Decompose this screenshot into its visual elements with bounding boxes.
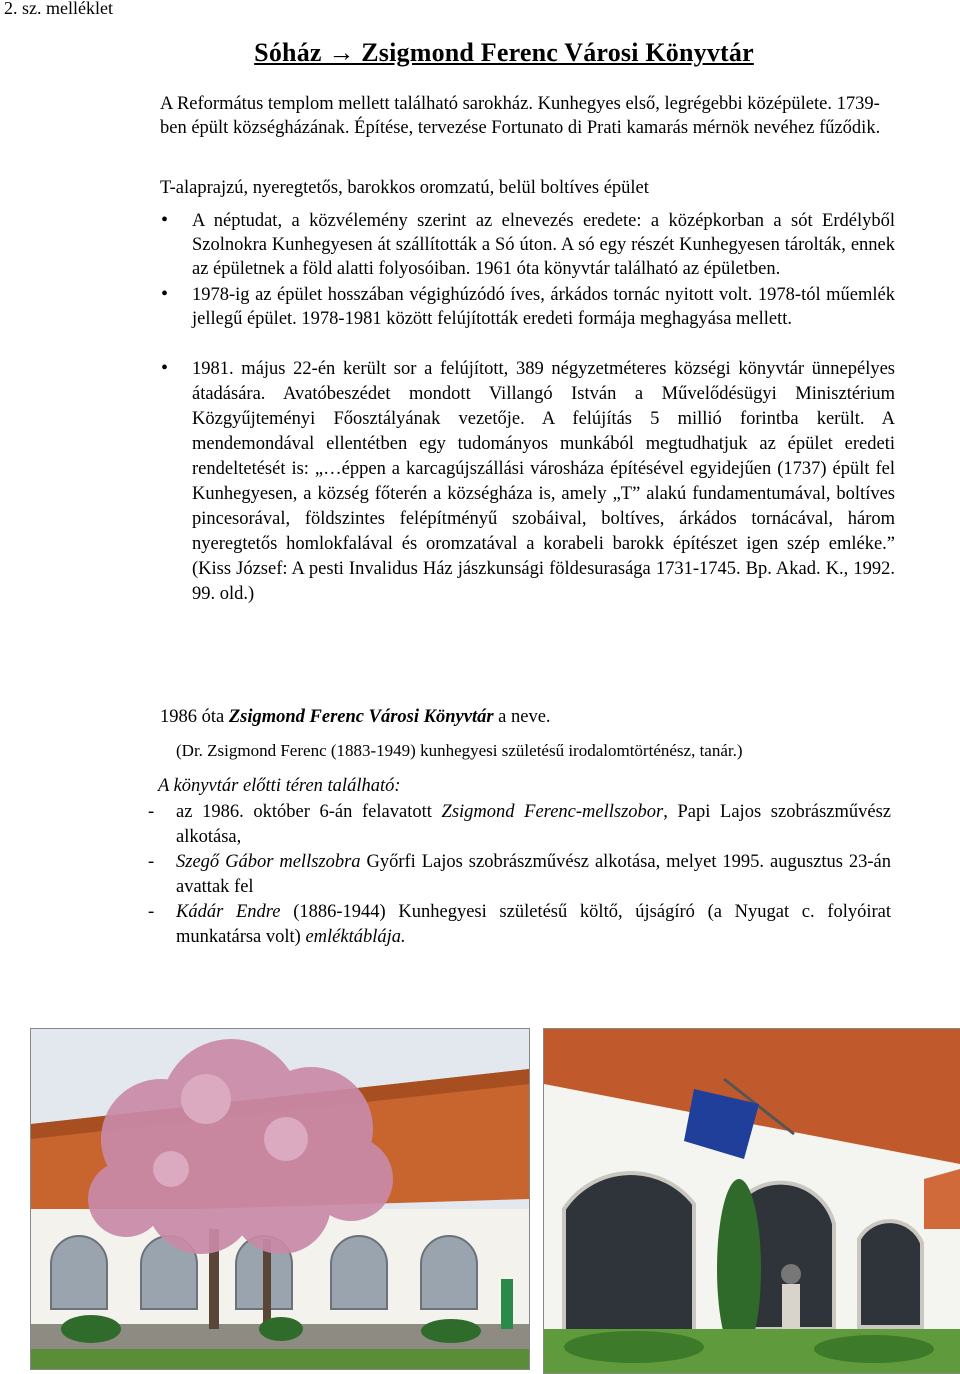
item-italic: Kádár Endre <box>176 902 281 922</box>
monument-item-szego <box>148 850 891 900</box>
dash-marker: - <box>148 902 155 922</box>
dash-marker: - <box>148 852 155 872</box>
monument-item-bust <box>148 800 891 850</box>
library-photo-blossom <box>30 1028 530 1370</box>
item-text: , Papi Lajos szobrászművész alkotása, <box>176 802 891 847</box>
since-prefix: 1986 óta <box>160 707 229 727</box>
bullet-item-opening <box>160 357 895 607</box>
bullet-item-origin <box>160 209 895 281</box>
item-text: (1886-1944) Kunhegyesi születésű költő, újságíró (a Nyugat c. folyóirat munkatársa volt) <box>176 902 891 947</box>
monument-list <box>148 800 891 950</box>
floor-plan-line: T-alaprajzú, nyeregtetős, barokkos oromzatú, belül boltíves épület <box>160 178 649 198</box>
dash-marker: - <box>148 802 155 822</box>
annex-label: 2. sz. melléklet <box>4 0 113 18</box>
monument-item-kadar <box>148 900 891 950</box>
bullet-text: 1978-ig az épület hosszában végighúzódó íves, árkádos tornác nyitott volt. 1978-tól műemlék jellegű épület. 1978-1981 között felújították eredeti formája meghagyása mellett. <box>192 285 895 329</box>
bullet-list <box>160 209 895 607</box>
bullet-text: A néptudat, a közvélemény szerint az elnevezés eredete: a középkorban a sót Erdélyből Szolnokra Kunhegyesen át szállították a Só úton. A só egy részét Kunhegyesen tárolták, ennek az épületnek a föld alatti folyosóiban. 1961 óta könyvtár található az épületben. <box>192 211 895 279</box>
page-title: Sóház → Zsigmond Ferenc Városi Könyvtár <box>254 38 754 67</box>
namesake-note: (Dr. Zsigmond Ferenc (1883-1949) kunhegyesi születésű irodalomtörténész, tanár.) <box>176 741 743 760</box>
item-italic: Szegő Gábor mellszobra <box>176 852 361 872</box>
bullet-text: 1981. május 22-én került sor a felújított, 389 négyzetméteres községi könyvtár ünnepélyes átadására. Avatóbeszédet mondott Villangó István a Művelődésügyi Minisztérium Közgyűjteményi Főosztályának vezetője. A felújítás 5 millió forintba került. A mendemondával ellentétben egy tudományos munkából megtudhatjuk az épület eredeti rendeltetését is: „…éppen a karcagújszállási városháza építésével egyidejűen (1737) épült fel Kunhegyesen, a község főterén a községháza is, amely „T” alakú fundamentumával, boltíves pincesorával, földszintes felépítményű szobáival, boltíves, árkádos tornácával, három nyeregtetős homlokfalával és oromzatával a korabeli barokk építészet igen szép emléke.” (Kiss József: A pesti Invalidus Ház jászkunsági földesurasága 1731-1745. Bp. Akad. K., 1992. 99. old.) <box>192 359 895 604</box>
library-name: Zsigmond Ferenc Városi Könyvtár <box>228 707 494 727</box>
item-italic: emléktáblája. <box>305 927 406 947</box>
library-name-line <box>160 705 551 729</box>
bullet-item-arcade <box>160 283 895 331</box>
item-text: az 1986. október 6-án felavatott <box>176 802 442 822</box>
item-italic: Zsigmond Ferenc-mellszobor <box>441 802 664 822</box>
square-heading: A könyvtár előtti téren található: <box>158 776 401 796</box>
since-suffix: a neve. <box>493 707 551 727</box>
item-text: Győrfi Lajos szobrászművész alkotása, melyet 1995. augusztus 23-án avattak fel <box>176 852 892 897</box>
library-photo-arcade <box>543 1028 960 1374</box>
intro-paragraph: A Református templom mellett található sarokház. Kunhegyes első, legrégebbi középülete. 1739-ben épült községházának. Építése, tervezése Fortunato di Prati kamarás mérnök nevéhez fűződik. <box>160 94 881 138</box>
